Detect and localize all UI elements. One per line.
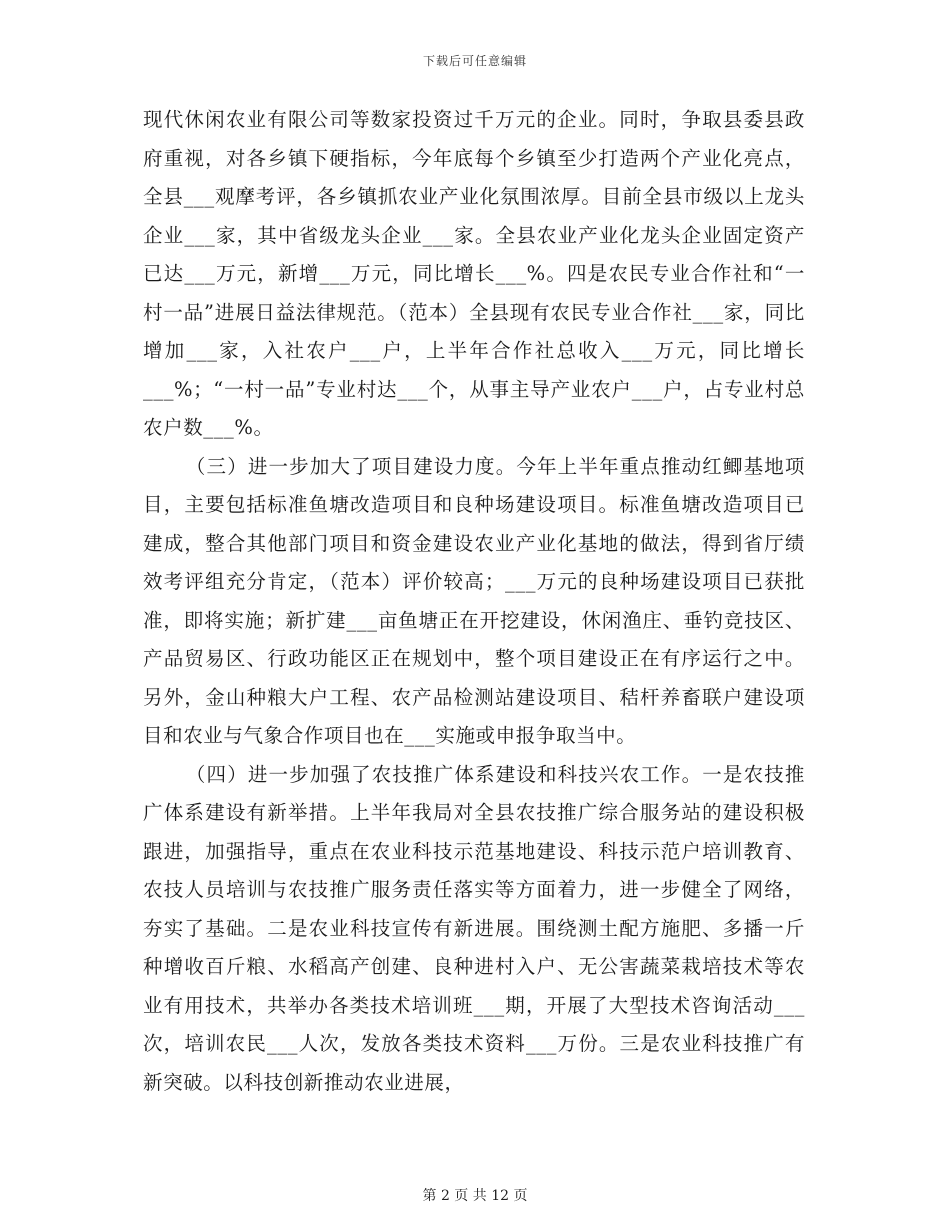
paragraph-section-four: （四）进一步加强了农技推广体系建设和科技兴农工作。一是农技推广体系建设有新举措。上半年我局对全县农技推广综合服务站的建设积极跟进，加强指导，重点在农业科技示范基地建设、科技示范户培训教育、农技人员培训与农技推广服务责任落实等方面着力，进一步健全了网络，夯实了基础。二是农业科技宣传有新进展。围绕测土配方施肥、多播一斤种增收百斤粮、水稻高产创建、良种进村入户、无公害蔬菜栽培技术等农业有用技术，共举办各类技术培训班___期，开展了大型技术咨询活动___次，培训农民___人次，发放各类技术资料___万份。三是农业科技推广有新突破。以科技创新推动农业进展， (143, 762, 805, 1094)
page-footer: 第 2 页 共 12 页 (422, 1188, 528, 1204)
paragraph-continuation: 现代休闲农业有限公司等数家投资过千万元的企业。同时，争取县委县政府重视，对各乡镇下硬指标，今年底每个乡镇至少打造两个产业化亮点，全县___观摩考评，各乡镇抓农业产业化氛围浓厚。目前全县市级以上龙头企业___家，其中省级龙头企业___家。全县农业产业化龙头企业固定资产已达___万元，新增___万元，同比增长___%。四是农民专业合作社和“一村一品”进展日益法律规范。（范本）全县现有农民专业合作社___家，同比增加___家，入社农户___户，上半年合作社总收入___万元，同比增长___%；“一村一品”专业村达___个，从事主导产业农户___户，占专业村总农户数___%。 (143, 108, 805, 439)
page-header: 下载后可任意编辑 (422, 54, 527, 68)
paragraph-section-three: （三）进一步加大了项目建设力度。今年上半年重点推动红鲫基地项目，主要包括标准鱼塘改造项目和良种场建设项目。标准鱼塘改造项目已建成，整合其他部门项目和资金建设农业产业化基地的做法，得到省厅绩效考评组充分肯定，（范本）评价较高；___万元的良种场建设项目已获批准，即将实施；新扩建___亩鱼塘正在开挖建设，休闲渔庄、垂钓竞技区、产品贸易区、行政功能区正在规划中，整个项目建设正在有序运行之中。另外，金山种粮大户工程、农产品检测站建设项目、秸杆养畜联户建设项目和农业与气象合作项目也在___实施或申报争取当中。 (143, 454, 805, 747)
document-body (143, 101, 805, 1102)
